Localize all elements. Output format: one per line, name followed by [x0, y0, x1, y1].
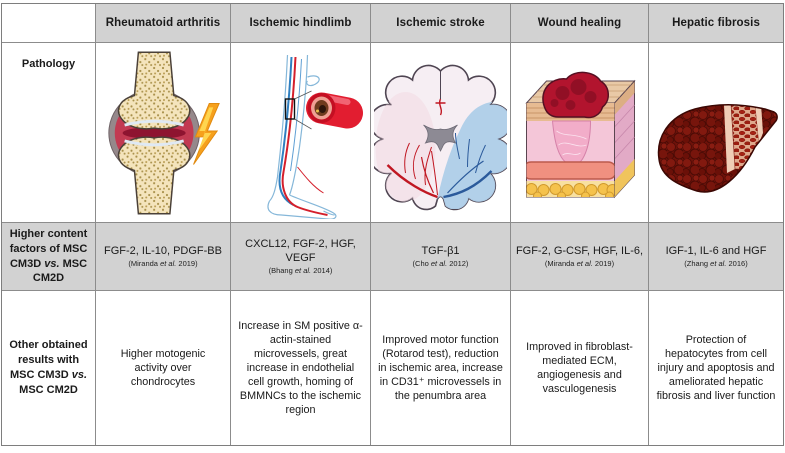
occluded-vessel-zoom [308, 93, 348, 123]
fibrotic-liver-illustration [651, 47, 781, 219]
header-ischemic-stroke [371, 4, 511, 43]
citation-year: 2014) [311, 266, 333, 276]
citation-authors: (Zhang [684, 259, 711, 269]
citation-authors: (Miranda [544, 259, 577, 269]
comparison-table [1, 3, 784, 446]
citation [413, 259, 469, 268]
skin-wound-cross-section-illustration [514, 47, 645, 219]
header-label: Ischemic hindlimb [249, 17, 352, 29]
hindlimb-vessel-occlusion-illustration [234, 47, 367, 219]
citation-year: 2019) [176, 259, 198, 269]
citation-authors: (Miranda [128, 259, 161, 269]
result-text: Improved motor function (Rotarod test), reduction in ischemic area, increase in CD31⁺ microvessels in the penumbra area [378, 333, 503, 403]
pathology-row-label [2, 43, 96, 223]
results-label-vs: vs. [71, 369, 88, 381]
factors-text: IGF-1, IL-6 and HGF [665, 244, 767, 257]
results-cell-ischemic-hindlimb [231, 291, 371, 445]
factors-label-vs: vs. [44, 257, 60, 270]
header-label: Wound healing [537, 17, 622, 29]
pathology-cell-hepatic-fibrosis [649, 43, 783, 223]
citation-year: 2012) [447, 259, 469, 269]
brain-coronal-ischemia-illustration [374, 47, 507, 219]
header-label: Hepatic fibrosis [672, 17, 760, 29]
factors-text: FGF-2, IL-10, PDGF-BB [104, 244, 222, 257]
factors-row-label [2, 223, 96, 291]
citation-year: 2019) [592, 259, 615, 269]
factors-label-text [9, 227, 88, 286]
results-cell-hepatic-fibrosis [649, 291, 783, 445]
result-text: Increase in SM positive α-actin-stained microvessels, great increase in endothelial cell growth, homing of BMMNCs to the ischemic region [238, 319, 363, 417]
header-label: Ischemic stroke [396, 17, 485, 29]
citation-etal: et al. [710, 259, 727, 269]
results-row-label [2, 291, 96, 445]
header-wound-healing [511, 4, 649, 43]
factors-cell-hepatic-fibrosis [649, 223, 783, 291]
result-text: Protection of hepatocytes from cell injury and apoptosis and ameliorated hepatic fibrosis and liver function [656, 333, 776, 403]
citation [545, 259, 614, 268]
header-ischemic-hindlimb [231, 4, 371, 43]
results-label-text [9, 338, 88, 397]
pathology-cell-rheumatoid-arthritis [96, 43, 231, 223]
header-hepatic-fibrosis [649, 4, 783, 43]
citation-year: 2016) [726, 259, 748, 269]
factors-cell-rheumatoid-arthritis [96, 223, 231, 291]
pathology-cell-ischemic-stroke [371, 43, 511, 223]
citation [684, 259, 747, 268]
factors-label-pre: Higher content factors of MSC CM3D [9, 227, 88, 270]
factors-text: FGF-2, G-CSF, HGF, IL-6, [515, 244, 644, 257]
factors-cell-wound-healing [511, 223, 649, 291]
factors-cell-ischemic-stroke [371, 223, 511, 291]
citation-etal: et al. [576, 259, 593, 269]
pathology-cell-wound-healing [511, 43, 649, 223]
results-label-post: MSC CM2D [19, 383, 78, 396]
result-text: Improved in fibroblast-mediated ECM, angiogenesis and vasculogenesis [526, 340, 633, 396]
citation-authors: (Cho [412, 259, 431, 269]
citation-etal: et al. [294, 266, 312, 276]
citation-authors: (Bhang [268, 266, 295, 276]
results-cell-ischemic-stroke [371, 291, 511, 445]
citation [128, 259, 197, 268]
results-label-pre: Other obtained results with MSC CM3D [9, 339, 88, 381]
pathology-label-text: Pathology [21, 58, 76, 70]
citation-etal: et al. [430, 259, 448, 269]
factors-text: CXCL12, FGF-2, HGF, VEGF [245, 237, 356, 264]
factors-cell-ischemic-hindlimb [231, 223, 371, 291]
results-cell-rheumatoid-arthritis [96, 291, 231, 445]
inflamed-joint-illustration [99, 47, 227, 219]
factors-text: TGF-β1 [421, 244, 460, 257]
scab-blood-clot [543, 72, 608, 117]
result-text: Higher motogenic activity over chondrocytes [120, 347, 206, 389]
pathology-cell-ischemic-hindlimb [231, 43, 371, 223]
header-rheumatoid-arthritis [96, 4, 231, 43]
citation-etal: et al. [160, 259, 177, 269]
header-label: Rheumatoid arthritis [105, 17, 221, 29]
corner-cell [2, 4, 96, 43]
citation [269, 266, 333, 275]
results-cell-wound-healing [511, 291, 649, 445]
factors-label-post: MSC CM2D [32, 257, 88, 285]
